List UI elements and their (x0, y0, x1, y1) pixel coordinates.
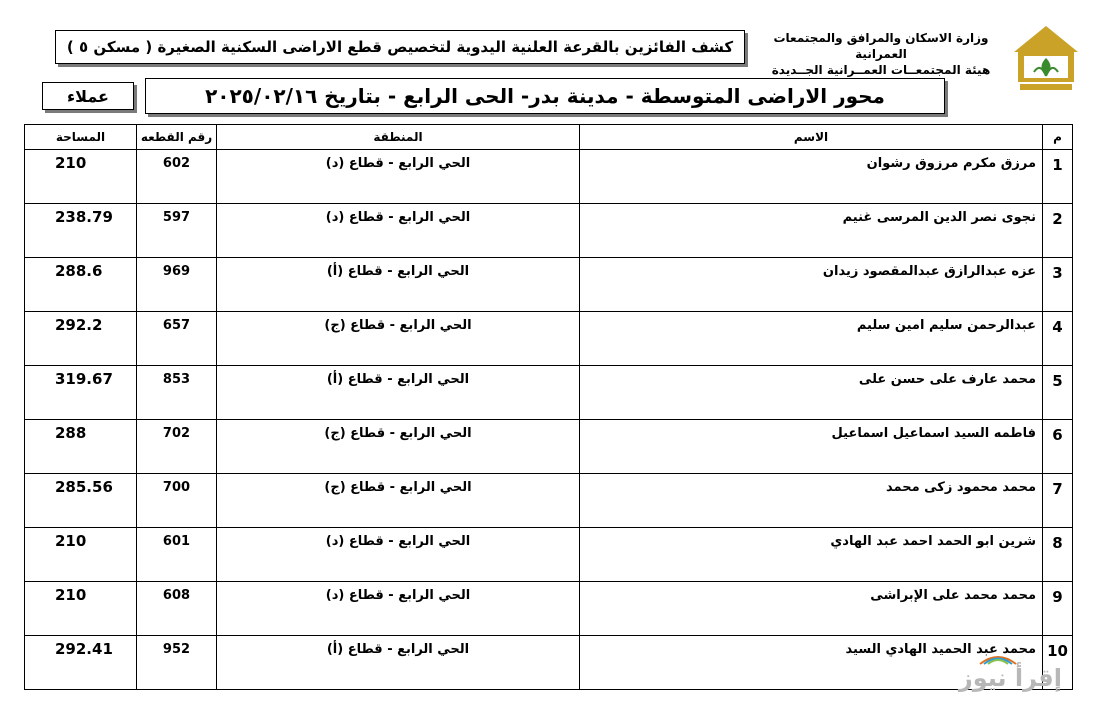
table-row (25, 420, 1073, 474)
cell-row-number: 5 (1043, 366, 1073, 420)
cell-area: 210 (25, 150, 137, 204)
cell-row-number: 7 (1043, 474, 1073, 528)
cell-name: نجوى نصر الدين المرسى غنيم (580, 204, 1043, 258)
cell-plot-number: 702 (137, 420, 217, 474)
col-header-area: المساحة (25, 125, 137, 150)
cell-area: 285.56 (25, 474, 137, 528)
cell-row-number: 2 (1043, 204, 1073, 258)
ministry-line-2: هيئة المجتمعــات العمــرانية الجــديدة (771, 63, 991, 77)
cell-area: 210 (25, 528, 137, 582)
cell-area: 288 (25, 420, 137, 474)
ministry-name (752, 30, 1010, 78)
cell-plot-number: 700 (137, 474, 217, 528)
col-header-plot: رقم القطعه (137, 125, 217, 150)
cell-plot-number: 969 (137, 258, 217, 312)
table-row (25, 312, 1073, 366)
cell-row-number: 8 (1043, 528, 1073, 582)
cell-area: 238.79 (25, 204, 137, 258)
cell-name: شرين ابو الحمد احمد عبد الهادي (580, 528, 1043, 582)
cell-area: 288.6 (25, 258, 137, 312)
table-row (25, 258, 1073, 312)
cell-plot-number: 597 (137, 204, 217, 258)
cell-zone: الحي الرابع - قطاع (أ) (217, 366, 580, 420)
document-title (55, 30, 745, 64)
cell-name: عبدالرحمن سليم امين سليم (580, 312, 1043, 366)
cell-name: محمد محمد على الإبراشى (580, 582, 1043, 636)
col-header-num: م (1043, 125, 1073, 150)
category-badge (42, 82, 134, 110)
document-subtitle-text: محور الاراضى المتوسطة - مدينة بدر- الحى الرابع - بتاريخ ٢٠٢٥/٠٢/١٦ (205, 84, 885, 108)
table-body (25, 150, 1073, 690)
cell-plot-number: 601 (137, 528, 217, 582)
cell-row-number: 4 (1043, 312, 1073, 366)
cell-row-number: 1 (1043, 150, 1073, 204)
ministry-line-1: وزارة الاسكان والمرافق والمجتمعات العمرانية (773, 31, 989, 61)
cell-name: فاطمه السيد اسماعيل اسماعيل (580, 420, 1043, 474)
cell-name: مرزق مكرم مرزوق رشوان (580, 150, 1043, 204)
cell-area: 292.2 (25, 312, 137, 366)
cell-zone: الحي الرابع - قطاع (ج) (217, 474, 580, 528)
table-row (25, 150, 1073, 204)
cell-zone: الحي الرابع - قطاع (د) (217, 582, 580, 636)
table-row (25, 204, 1073, 258)
cell-plot-number: 602 (137, 150, 217, 204)
table-row (25, 582, 1073, 636)
table-header-row (25, 125, 1073, 150)
table-row (25, 636, 1073, 690)
document-subtitle (145, 78, 945, 114)
cell-name: محمد عبد الحميد الهادي السيد (580, 636, 1043, 690)
cell-zone: الحي الرابع - قطاع (أ) (217, 258, 580, 312)
cell-row-number: 3 (1043, 258, 1073, 312)
cell-plot-number: 853 (137, 366, 217, 420)
watermark-text: إقرأ نيوز (958, 664, 1062, 692)
cell-zone: الحي الرابع - قطاع (د) (217, 528, 580, 582)
ministry-logo-icon (1010, 22, 1082, 94)
watermark (958, 648, 1068, 698)
cell-plot-number: 952 (137, 636, 217, 690)
cell-name: محمد عارف على حسن على (580, 366, 1043, 420)
table-row (25, 528, 1073, 582)
cell-area: 319.67 (25, 366, 137, 420)
col-header-name: الاسم (580, 125, 1043, 150)
cell-row-number: 10 (1043, 636, 1073, 690)
cell-zone: الحي الرابع - قطاع (ج) (217, 312, 580, 366)
cell-zone: الحي الرابع - قطاع (ج) (217, 420, 580, 474)
cell-name: عزه عبدالرازق عبدالمقصود زيدان (580, 258, 1043, 312)
winners-table (24, 124, 1073, 690)
cell-zone: الحي الرابع - قطاع (د) (217, 150, 580, 204)
table-row (25, 474, 1073, 528)
cell-area: 292.41 (25, 636, 137, 690)
cell-name: محمد محمود زكى محمد (580, 474, 1043, 528)
cell-zone: الحي الرابع - قطاع (أ) (217, 636, 580, 690)
category-text: عملاء (67, 86, 109, 106)
col-header-zone: المنطقة (217, 125, 580, 150)
cell-row-number: 9 (1043, 582, 1073, 636)
cell-plot-number: 608 (137, 582, 217, 636)
document-title-text: كشف الفائزين بالقرعة العلنية اليدوية لتخصيص قطع الاراضى السكنية الصغيرة ( مسكن ٥ ) (66, 38, 734, 56)
table-row (25, 366, 1073, 420)
cell-zone: الحي الرابع - قطاع (د) (217, 204, 580, 258)
cell-plot-number: 657 (137, 312, 217, 366)
cell-row-number: 6 (1043, 420, 1073, 474)
cell-area: 210 (25, 582, 137, 636)
